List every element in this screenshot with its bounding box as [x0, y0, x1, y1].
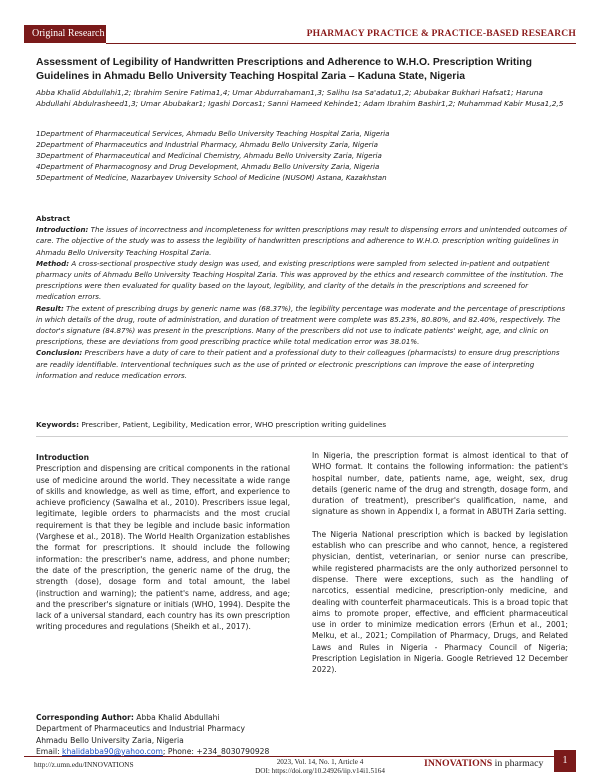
text: The extent of prescribing drugs by generic name was (68.37%), the legibility percentage was moderate and the percentage of prescriptions in which details of the drug, route of administration, and duration of treatment were complete was 85.23%, 80.80%, and 82.40%, respectively. The doctor's signature (84.87%) was present in the prescriptions. Many of the prescribers did not use to indicate patients' weight, age, and clinic on prescriptions, these are deviations from good prescribing practice while total medication error was 38.01%. — [36, 303, 566, 347]
left-column — [36, 452, 290, 633]
text: The issues of incorrectness and incompleteness for written prescriptions may result to dispensing errors and unintended outcomes of care. The objective of the study was to assess the legibility of handwritten prescriptions and adherence to W.H.O. prescription writing guidelines in Ahmadu Bello University Teaching Hospital Zaria. — [36, 225, 567, 257]
label: Email: — [36, 746, 63, 756]
page-number: 1 — [554, 750, 576, 772]
abstract-conclusion — [36, 347, 568, 381]
author-university: Ahmadu Bello University Zaria, Nigeria — [36, 735, 184, 745]
label: Method: — [36, 258, 70, 268]
affiliation: 3Department of Pharmaceutical and Medicinal Chemistry, Ahmadu Bello University Zaria, Nigeria — [36, 151, 382, 161]
abstract-heading: Abstract — [36, 214, 71, 223]
label: Introduction: — [36, 225, 89, 235]
journal-url[interactable]: http://z.umn.edu/INNOVATIONS — [34, 760, 134, 769]
abstract — [36, 213, 568, 381]
introduction-heading: Introduction — [36, 453, 90, 462]
page-header — [24, 25, 576, 43]
affiliation: 1Department of Pharmaceutical Services, Ahmadu Bello University Teaching Hospital Zaria, Nigeria — [36, 129, 390, 138]
corresponding-author — [36, 712, 290, 757]
author-department: Department of Pharmaceutics and Industrial Pharmacy — [36, 724, 245, 734]
abstract-introduction — [36, 224, 568, 258]
header-divider — [106, 43, 576, 44]
label: Conclusion: — [36, 348, 83, 358]
label: Result: — [36, 303, 64, 313]
phone: ; Phone: +234_8030790928 — [162, 746, 270, 756]
abstract-method — [36, 258, 568, 303]
affiliation: 4Department of Pharmacognosy and Drug Development, Ahmadu Bello University Zaria, Nigeria — [36, 162, 380, 172]
journal-brand — [424, 758, 543, 769]
author-name: Abba Khalid Abdullahi — [133, 713, 220, 722]
article-title: Assessment of Legibility of Handwritten Prescriptions and Adherence to W.H.O. Prescription Writing Guidelines in Ahmadu Bello University Teaching Hospital Zaria – Kaduna State, Nigeria — [36, 57, 532, 82]
paragraph: The Nigeria National prescription which is backed by legislation establish who can prescribe and who cannot, hence, a registered physician, dentist, veterinarian, or senior nurse can prescribe, while registered pharmacists are the only authorized personnel to dispense. There were exceptions, such as the handling of narcotics, essential medicine, prescription-only medicine, and dealing with counterfeit pharmaceuticals. This is a broad topic that aims to promote proper, effective, and efficient pharmaceutical use in order to minimize medication errors (Erhun et al., 2001; Melku, et al., 2021; Compilation of Pharmacy, Drugs, and Related Laws and Rules in Nigeria - Pharmacy Council of Nigeria; Prescription Legislation in Nigeria. Google Retrieved 12 December 2022). — [312, 529, 568, 675]
citation-info — [240, 758, 400, 776]
brand-name: INNOVATIONS — [424, 758, 493, 769]
affiliations — [36, 128, 568, 183]
affiliation: 2Department of Pharmaceutics and Industrial Pharmacy, Ahmadu Bello University Zaria, Nigeria — [36, 140, 378, 150]
text: A cross-sectional prospective study design was used, and existing prescriptions were sampled from selected in-patient and outpatient pharmacy units of Ahmadu Bello University Teaching Hospital Zaria. This was approved by the ethics and research committee of the institution. The prescriptions were then evaluated for quality based on the layout, legibility, and clarity of the details in the prescriptions and screened for medication errors. — [36, 258, 564, 302]
brand-suffix: in pharmacy — [492, 758, 544, 769]
keywords-text: Prescriber, Patient, Legibility, Medication error, WHO prescription writing guidelines — [79, 420, 387, 429]
right-column — [312, 450, 568, 676]
label: Corresponding Author: — [36, 713, 134, 722]
keywords-label: Keywords: — [36, 420, 80, 429]
footer-divider — [24, 756, 576, 757]
email-link[interactable]: khalidabba90@yahoo.com — [62, 746, 163, 756]
page-footer — [24, 755, 576, 775]
introduction-body: Prescription and dispensing are critical components in the rational use of medicine around the world. They necessitate a wide range of skills and knowledge, as well as time, effort, and experience to achieve proficiency (Sawalha et al., 2010). Prescribers issue legal, legitimate, legible orders to pharmacists and the most crucial requirement is that they be legible and include basic information (Varghese et al., 2018). The World Health Organization establishes the format for prescriptions. It should include the following information: the prescriber's name, address, and phone number; the date of the prescription, the generic name of the drug, the strength (dose), dosage form and total amount, the label (instruction and warning); the patient's name, address, and age; and the prescriber's signature or initials (WHO, 1994). Despite the lack of a universal standard, each country has its own prescription writing procedures and regulations (Sheikh et al., 2017). — [36, 464, 290, 632]
section-label: Original Research — [24, 25, 106, 43]
section-divider — [36, 436, 568, 437]
keywords — [36, 419, 568, 430]
journal-section-title: PHARMACY PRACTICE & PRACTICE-BASED RESEARCH — [306, 28, 576, 39]
citation: 2023, Vol. 14, No. 1, Article 4 — [276, 758, 364, 766]
author-list: Abba Khalid Abdullahi1,2; Ibrahim Senire Fatima1,4; Umar Abdurrahaman1,3; Salihu Isa Sa'adatu1,2; Abubakar Bukhari Hafsat1; Haruna Abdullahi Abdulrasheed1,3; Umar Abubakar1; Igashi Dorcas1; Sanni Hameed Kehinde1; Adam Ibrahim Bashir1,2; Muhammad Kabir Musa1,2,5 — [36, 88, 564, 109]
doi: DOI: https://doi.org/10.24926/iip.v14i1.5164 — [255, 767, 385, 775]
paragraph: In Nigeria, the prescription format is almost identical to that of WHO format. It contains the following information: the patient's hospital number, date, patients name, age, weight, sex, drug details (generic name of the drug and strength, dosage form, and duration of treatment), prescriber's qualification, name, and signature as shown in Appendix I, a format in ABUTH Zaria setting. — [312, 451, 568, 517]
text: Prescribers have a duty of care to their patient and a professional duty to their colleagues (pharmacists) to ensure drug prescriptions are readily identifiable. Interventional techniques such as the use of printed or electronic prescriptions can improve the ease of interpreting information and reduce medication errors. — [36, 348, 560, 380]
affiliation: 5Department of Medicine, Nazarbayev University School of Medicine (NUSOM) Astana, Kazakhstan — [36, 173, 387, 183]
abstract-result — [36, 303, 568, 348]
